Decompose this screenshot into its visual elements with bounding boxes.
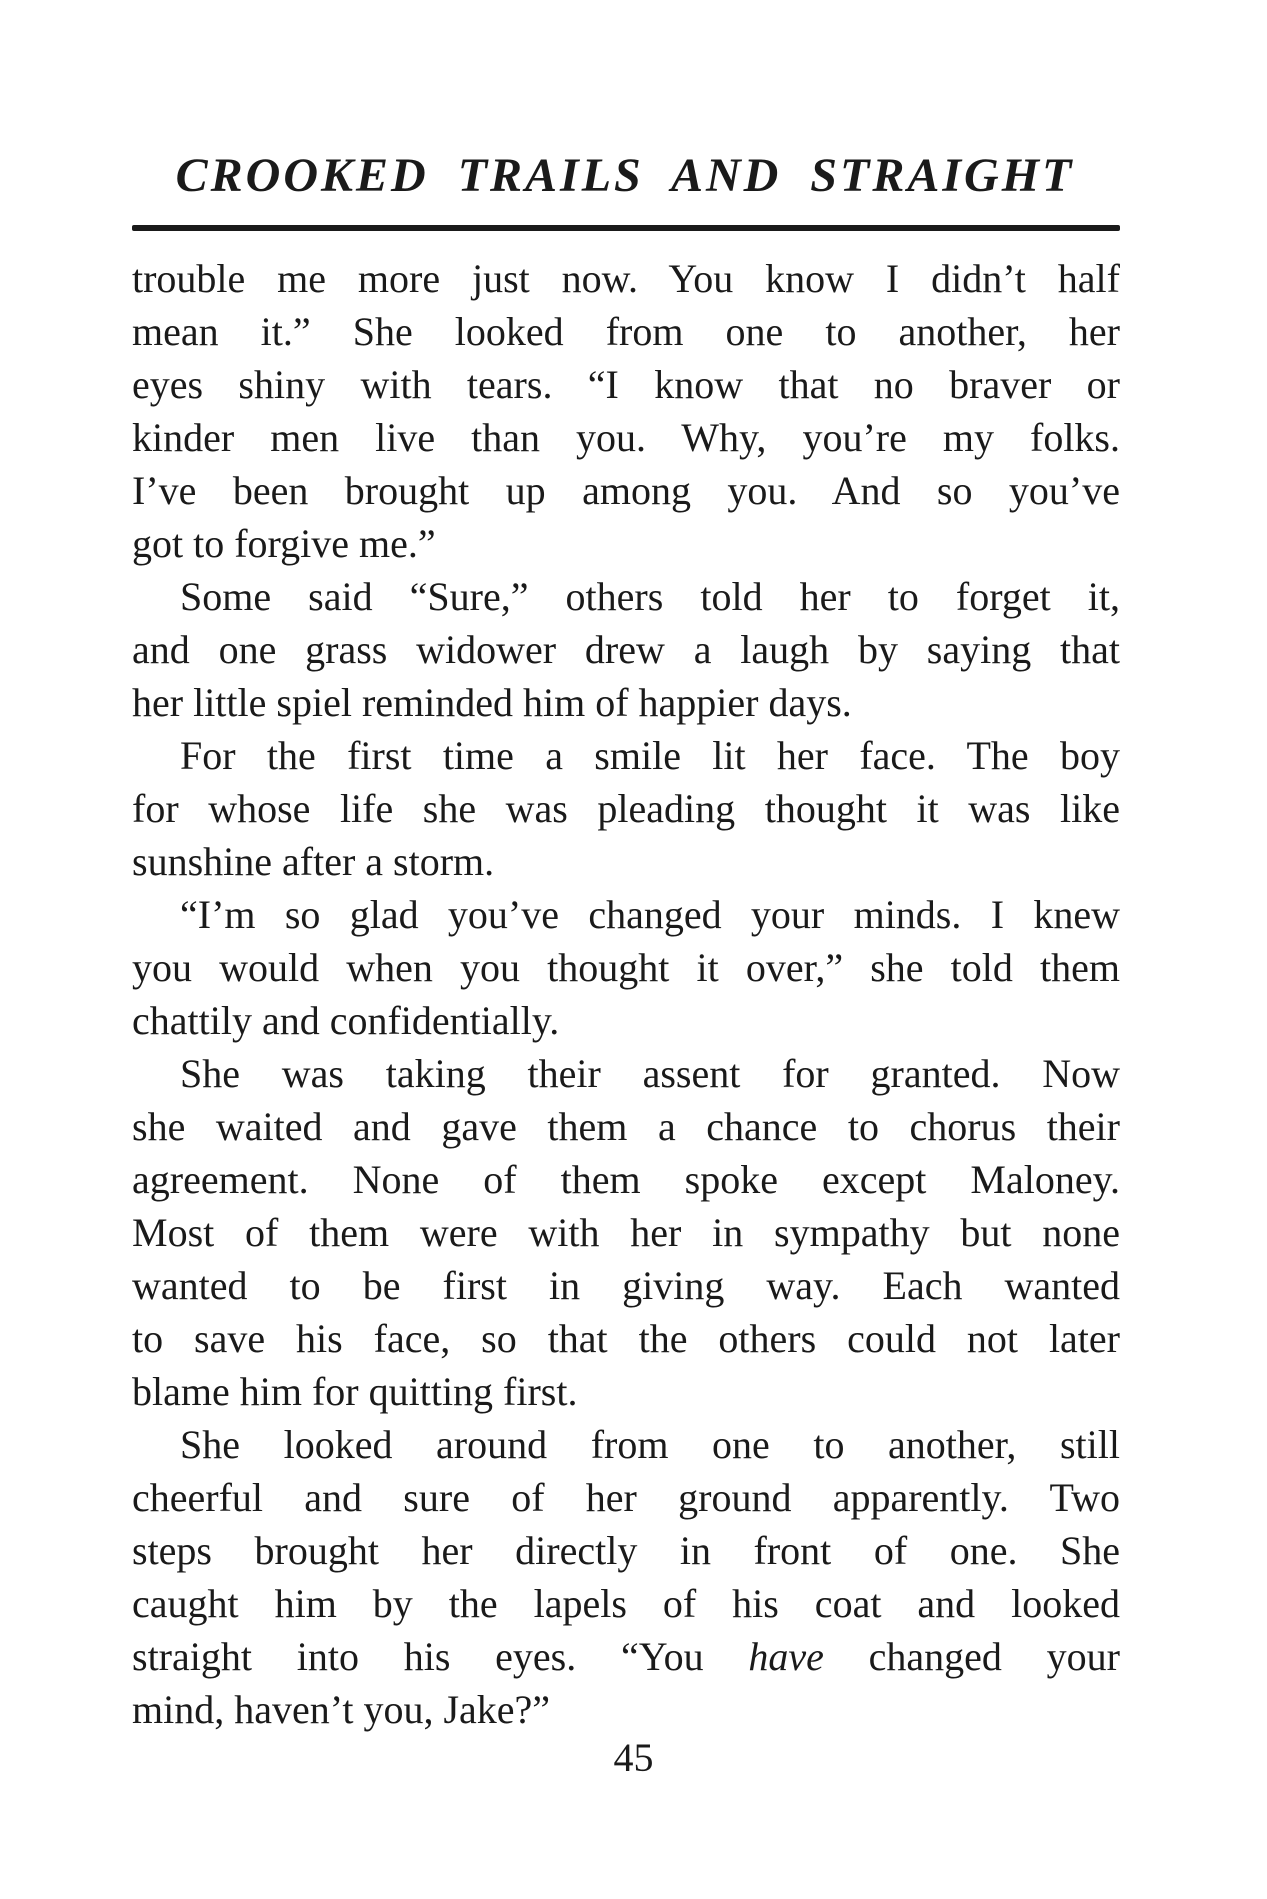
text-line: eyes shiny with tears. “I know that no braver or [132,362,1120,407]
text-line: to save his face, so that the others could not later [132,1316,1120,1361]
running-head: CROOKED TRAILS AND STRAIGHT [175,149,1075,202]
emphasis: have [748,1634,824,1679]
text-line: mind, haven’t you, Jake?” [132,1687,551,1732]
text-line: chattily and confidentially. [132,998,560,1043]
text-line: For the first time a smile lit her face. The boy [180,733,1120,778]
text-line: she waited and gave them a chance to chorus their [132,1104,1120,1149]
text-line: agreement. None of them spoke except Maloney. [132,1157,1120,1202]
text-line: Some said “Sure,” others told her to forget it, [180,574,1120,619]
text-line: and one grass widower drew a laugh by saying that [132,627,1120,672]
header-rule [132,225,1120,231]
text-line: steps brought her directly in front of one. She [132,1528,1120,1573]
text-line: for whose life she was pleading thought it was like [132,786,1120,831]
text-line: kinder men live than you. Why, you’re my folks. [132,415,1120,460]
text-line: She was taking their assent for granted. Now [180,1051,1120,1096]
text-line: “I’m so glad you’ve changed your minds. I knew [180,892,1120,937]
text-line: blame him for quitting first. [132,1369,578,1414]
text-line: Most of them were with her in sympathy but none [132,1210,1120,1255]
page-number: 45 [613,1735,654,1780]
text-line: caught him by the lapels of his coat and looked [132,1581,1120,1626]
text-line: trouble me more just now. You know I didn’t half [132,256,1120,301]
text-line: her little spiel reminded him of happier days. [132,680,852,725]
text-line: got to forgive me.” [132,521,436,566]
text-line: sunshine after a storm. [132,839,495,884]
text-line: straight into his eyes. “You have changed your [132,1634,1120,1679]
text-line: mean it.” She looked from one to another, her [132,309,1120,354]
text-line: you would when you thought it over,” she told them [132,945,1120,990]
text-line: wanted to be first in giving way. Each wanted [132,1263,1120,1308]
text-line: cheerful and sure of her ground apparently. Two [132,1475,1120,1520]
body-text [132,252,1120,1736]
text-line: I’ve been brought up among you. And so you’ve [132,468,1120,513]
text-line: She looked around from one to another, still [180,1422,1120,1467]
